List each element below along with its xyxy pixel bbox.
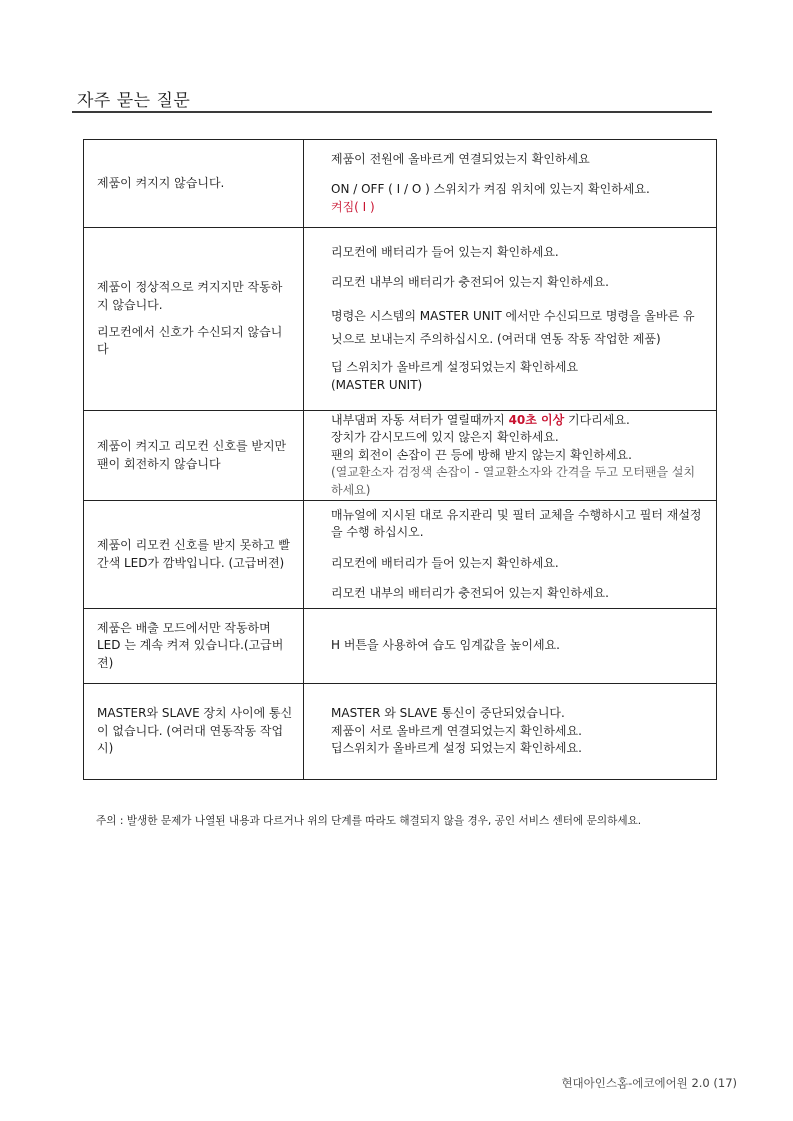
page-title: 자주 묻는 질문 (77, 91, 191, 111)
question-cell (84, 609, 304, 684)
faq-row (84, 501, 717, 609)
question-text: 제품이 정상적으로 켜지지만 작동하지 않습니다. (97, 280, 283, 312)
answer-text: 딥스위치가 올바르게 설정 되었는지 확인하세요. (331, 741, 582, 756)
question-cell (84, 501, 304, 609)
question-text: 제품이 켜지지 않습니다. (97, 175, 225, 190)
answer-text: 리모컨 내부의 배터리가 충전되어 있는지 확인하세요. (331, 275, 609, 290)
answer-cell (304, 684, 717, 780)
page-footer: 현대아인스홈-에코에어원 2.0 (17) (561, 1076, 737, 1090)
answer-text: ON / OFF ( I / O ) 스위치가 켜짐 위치에 있는지 확인하세요. (331, 182, 650, 197)
faq-row (84, 684, 717, 780)
faq-row (84, 140, 717, 228)
faq-row (84, 609, 717, 684)
answer-text-part: 기다리세요. (564, 413, 630, 428)
answer-note: (열교환소자 검정색 손잡이 - 열교환소자와 간격을 두고 모터팬을 설치하세요) (331, 465, 696, 497)
footnote: 주의 : 발생한 문제가 나열된 내용과 다르거나 위의 단계를 따라도 해결되지 않을 경우, 공인 서비스 센터에 문의하세요. (96, 815, 642, 827)
answer-text: 팬의 회전이 손잡이 끈 등에 방해 받지 않는지 확인하세요. (331, 447, 632, 462)
answer-cell (304, 609, 717, 684)
question-cell (84, 411, 304, 501)
answer-text: 딥 스위치가 올바르게 설정되었는지 확인하세요 (331, 360, 579, 375)
answer-text: 명령은 시스템의 MASTER UNIT 에서만 수신되므로 명령을 올바른 유닛으로 보내는지 주의하십시오. (여러대 연동 작동 작업한 제품) (331, 308, 695, 346)
question-cell (84, 228, 304, 411)
question-text: MASTER와 SLAVE 장치 사이에 통신이 없습니다. (여러대 연동작동 작업시) (97, 706, 293, 756)
title-divider (72, 111, 712, 113)
answer-text: 리모컨에 배터리가 들어 있는지 확인하세요. (331, 555, 559, 570)
question-text: 제품이 리모컨 신호를 받지 못하고 빨간색 LED가 깜박입니다. (고급버젼) (97, 538, 290, 570)
answer-cell (304, 140, 717, 228)
question-text: 리모컨에서 신호가 수신되지 않습니다 (97, 325, 283, 357)
answer-text: (MASTER UNIT) (331, 377, 423, 392)
answer-emphasis: 40초 이상 (508, 413, 565, 428)
faq-table (83, 139, 717, 780)
answer-text-part: 내부댐퍼 자동 셔터가 열릴때까지 (331, 413, 509, 428)
answer-text: H 버튼을 사용하여 습도 임계값을 높이세요. (331, 638, 560, 653)
answer-highlight: 켜짐( I ) (331, 199, 375, 214)
answer-cell (304, 411, 717, 501)
answer-cell (304, 228, 717, 411)
answer-text: 리모컨에 배터리가 들어 있는지 확인하세요. (331, 244, 559, 259)
question-text: 제품이 켜지고 리모컨 신호를 받지만 팬이 회전하지 않습니다 (97, 439, 287, 471)
question-cell (84, 140, 304, 228)
question-text: 제품은 배출 모드에서만 작동하며 LED 는 계속 켜져 있습니다.(고급버젼) (97, 620, 284, 670)
question-cell (84, 684, 304, 780)
faq-row (84, 411, 717, 501)
answer-text (331, 412, 706, 429)
answer-text: 제품이 서로 올바르게 연결되었는지 확인하세요. (331, 723, 582, 738)
answer-text: 매뉴얼에 지시된 대로 유지관리 및 필터 교체을 수행하시고 필터 재설정을 수행 하십시오. (331, 507, 702, 540)
answer-text: MASTER 와 SLAVE 통신이 중단되었습니다. (331, 706, 565, 721)
answer-text: 제품이 전원에 올바르게 연결되었는지 확인하세요 (331, 151, 590, 166)
answer-text: 리모컨 내부의 배터리가 충전되어 있는지 확인하세요. (331, 585, 609, 600)
faq-row (84, 228, 717, 411)
answer-cell (304, 501, 717, 609)
answer-text: 장치가 감시모드에 있지 않은지 확인하세요. (331, 430, 559, 445)
